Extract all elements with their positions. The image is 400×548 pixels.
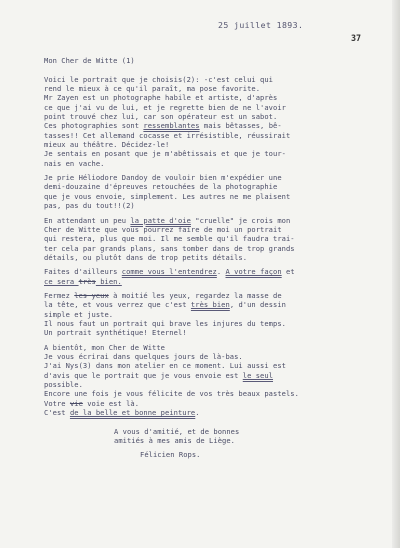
text-line: point trouvé chez lui, car son opérateur est un sabot. xyxy=(44,112,278,122)
text-line: ter cela par grands plans, sans tomber dans de trop grands xyxy=(44,243,295,253)
text-line: Cher de Witte que vous pourrez faire de moi un portrait xyxy=(44,224,282,234)
struck-word: vie xyxy=(69,398,83,408)
text-line: pas, pas du tout!!(2) xyxy=(44,201,135,211)
text-line: Je prie Héliodore Dandoy de vouloir bien m'expédier une xyxy=(44,173,282,183)
closing xyxy=(44,427,382,446)
page-number: 37 xyxy=(351,33,362,43)
text-line: Mr Zayen est un photographe habile et artiste, d'après xyxy=(44,93,278,103)
text-line: la tête, et vous verrez que c'est très bien, d'un dessin xyxy=(44,300,286,310)
underlined-phrase: de la belle et bonne peinture xyxy=(69,408,196,418)
paragraph-prints-request xyxy=(44,173,382,210)
text-line: ce sera très bien. xyxy=(44,276,122,286)
underlined-phrase: très bien xyxy=(190,300,230,310)
paragraph-portrait-choice xyxy=(44,75,382,168)
closing-line: amitiés à mes amis de Liège. xyxy=(114,436,235,446)
signature: Félicien Rops. xyxy=(140,450,201,460)
letter-body xyxy=(44,56,382,460)
underlined-phrase: la patte d'oie xyxy=(130,215,191,225)
text-line: demi-douzaine d'épreuves retouchées de la photographie xyxy=(44,182,278,192)
text-line: En attendant un peu la patte d'oie "cruelle" je crois mon xyxy=(44,215,291,225)
text-line: détails, ou plutôt dans de trop petits détails. xyxy=(44,252,248,262)
text-line: Votre vie voie est là. xyxy=(44,398,140,408)
text-line: C'est de la belle et bonne peinture. xyxy=(44,408,200,418)
text-line: Voici le portrait que je choisis(2): -c'est celui qui xyxy=(44,74,274,84)
text-line: qui restera, plus que moi. Il me semble qu'il faudra trai- xyxy=(44,234,295,244)
text-line: J'ai Nys(3) dans mon atelier en ce moment. Lui aussi est xyxy=(44,361,286,371)
text-line: Je vous écrirai dans quelques jours de là-bas. xyxy=(44,351,243,361)
text-line: Je sentais en posant que je m'abêtissais et que je tour- xyxy=(44,149,286,159)
text-line: Faites d'ailleurs comme vous l'entendrez. A votre façon et xyxy=(44,267,295,277)
paragraph-eyes xyxy=(44,291,382,338)
text-line: d'avis que le portrait que je vous envoie est le seul xyxy=(44,370,274,380)
text-line: mieux au théâtre. Décidez-le! xyxy=(44,140,170,150)
text-line: que je vous envoie, simplement. Les autres ne me plaisent xyxy=(44,191,291,201)
text-line: rend le mieux à ce qu'il paraît, ma pose favorite. xyxy=(44,84,261,94)
text-line: nais en vache. xyxy=(44,158,105,168)
paragraph-farewell xyxy=(44,343,382,418)
letter-date: 25 juillet 1893. xyxy=(218,20,304,30)
greeting: Mon Cher de Witte (1) xyxy=(44,56,135,65)
struck-phrase: les yeux xyxy=(74,290,109,300)
underlined-word: ressemblantes xyxy=(143,121,200,131)
text-line: ce que j'ai vu de lui, et je regrette bien de ne l'avoir xyxy=(44,102,286,112)
text-line: Il nous faut un portrait qui brave les injures du temps. xyxy=(44,318,286,328)
text-line: Un portrait synthétique! Eternel! xyxy=(44,328,187,338)
text-line: Ces photographies sont ressemblantes mais bêtasses, bê- xyxy=(44,121,282,131)
paragraph-portrait-advice xyxy=(44,216,382,263)
underlined-phrase: comme vous l'entendrez xyxy=(121,267,217,277)
underlined-phrase: A votre façon xyxy=(225,267,282,277)
text-line: possible. xyxy=(44,380,83,389)
closing-line: A vous d'amitié, et de bonnes xyxy=(114,426,240,436)
text-line: Encore une fois je vous félicite de vos très beaux pastels. xyxy=(44,389,299,399)
text-line: simple et juste. xyxy=(44,309,114,319)
text-line: A bientôt, mon Cher de Witte xyxy=(44,342,165,352)
paragraph-your-way xyxy=(44,267,382,286)
text-line: Fermez les yeux à moitié les yeux, regardez la masse de xyxy=(44,290,282,300)
text-line: tasses!! Cet allemand cocasse et irrésistible, réussirait xyxy=(44,130,291,140)
underlined-phrase: le seul xyxy=(242,370,274,380)
struck-word: très xyxy=(78,276,96,286)
